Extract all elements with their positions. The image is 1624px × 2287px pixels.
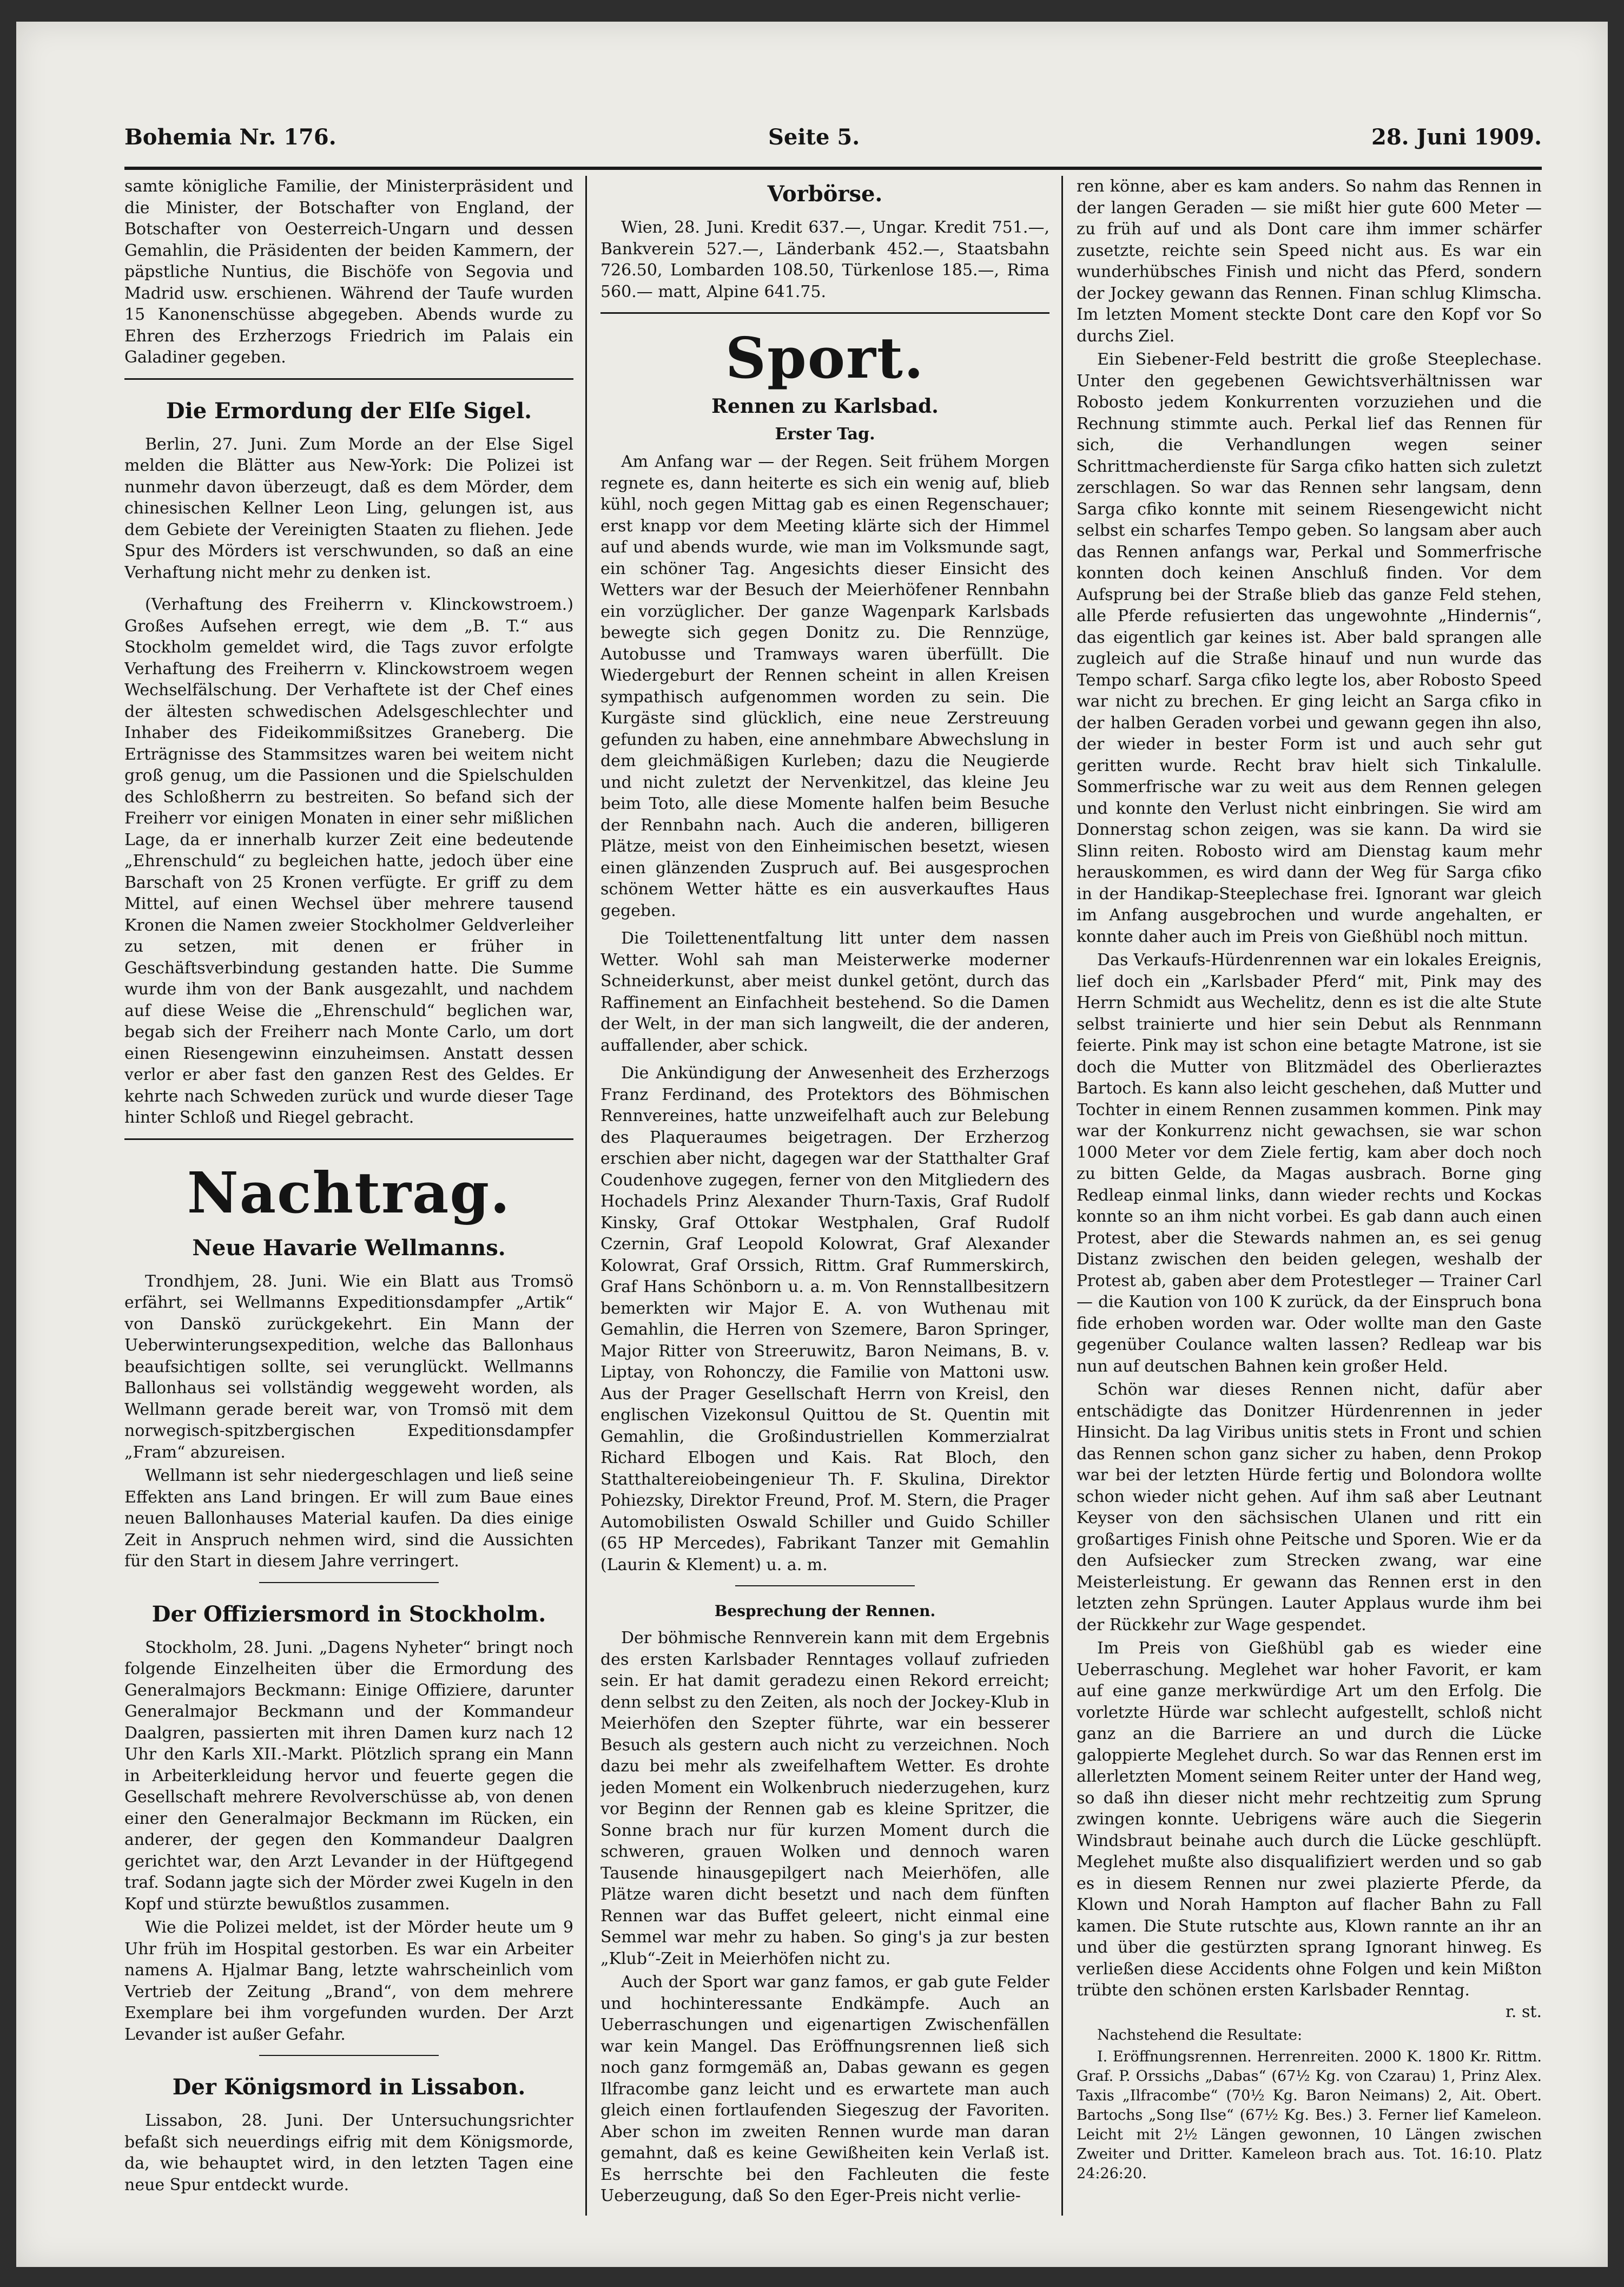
results-paragraph: I. Eröffnungsrennen. Herrenreiten. 2000 K. 1800 Kr. Rittm. Graf. P. Orssichs „Dabas“ (67½ Kg. von Czarau) 1, Prinz Alex. Taxis „Ilfracombe“ (70½ Kg. Baron Neimans) 2, Ait. Obert. Bartochs „Song Ilse“ (67½ Kg. Bes.) 3. Ferner lief Kameleon. Leicht mit 2½ Längen gewonnen, 10 Längen zwischen Zweiter und Dritter. Kameleon brach aus. Tot. 16:10. Platz 24:26:20. bbox=[1077, 2048, 1542, 2182]
header-rule bbox=[124, 167, 1542, 170]
offiziersmord-paragraph-2: Wie die Polizei meldet, ist der Mörder heute um 9 Uhr früh im Hospital gestorben. Es war ein Arbeiter namens A. Hjalmar Bang, letzte wahrscheinlich vom Vertrieb der Zeitung „Brand“, von dem mehrere Exemplare bei ihm vorgefunden wurden. Der Arzt Levander ist außer Gefahr. bbox=[124, 1918, 573, 2044]
vorboerse-paragraph: Wien, 28. Juni. Kredit 637.—, Ungar. Kredit 751.—, Bankverein 527.—, Länderbank 452.—, Staatsbahn 726.50, Lombarden 108.50, Türkenlose 185.—, Rima 560.— matt, Alpine 641.75. bbox=[600, 218, 1049, 301]
besprechung-paragraph-2: Auch der Sport war ganz famos, er gab gute Felder und hochinteressante Endkämpfe. Auch an Ueberraschungen und eigenartigen Zwischenfällen war kein Mangel. Das Eröffnungsrennen ließ sich noch ganz formgemäß an, Dabas gewann es gegen Ilfracombe ganz leicht und es erwartete man auch gleich einen fortlaufenden Siegeszug der Favoriten. Aber schon im zweiten Rennen wurde man daran gemahnt, daß es keine Gewißheiten kein Verlaß ist. Es herrschte bei den Fachleuten die feste Ueberzeugung, daß So den Eger-Preis nicht verlie- bbox=[600, 1973, 1049, 2205]
sport-paragraph-2: Die Toilettenentfaltung litt unter dem nassen Wetter. Wohl sah man Meisterwerke moderner Schneiderkunst, aber meist dunkel getönt, durch das Raffinement an Einfachheit bestehend. So die Damen der Welt, in der man sich langweilt, die der anderen, auffallender, aber schick. bbox=[600, 929, 1049, 1055]
separator bbox=[259, 2055, 439, 2056]
vorboerse-headline: Vorbörse. bbox=[767, 181, 883, 207]
author-signature: r. st. bbox=[1505, 2002, 1542, 2021]
header-issue: Bohemia Nr. 176. bbox=[124, 124, 336, 150]
havarie-paragraph-1: Trondhjem, 28. Juni. Wie ein Blatt aus Tromsö erfährt, sei Wellmanns Expeditionsdampfer „Artik“ von Danskö zurückgekehrt. Ein Mann der Ueberwinterungsexpedition, welche das Ballonhaus beaufsichtigen sollte, sei verunglückt. Wellmanns Ballonhaus sei vollständig weggeweht worden, als Wellmann gerade bereit war, von Tromsö mit dem norwegisch-spitzbergischen Expeditionsdampfer „Fram“ abzureisen. bbox=[124, 1271, 573, 1462]
intro-paragraph: samte königliche Familie, der Ministerpräsident und die Minister, der Botschafter von England, der Botschafter von Oesterreich-Ungarn und dessen Gemahlin, die Präsidenten der beiden Kammern, der päpstliche Nuntius, die Bischöfe von Segovia und Madrid usw. erschienen. Während der Taufe wurden 15 Kanonenschüsse abgegeben. Abends wurde zu Ehren des Erzherzogs Friedrich im Palais ein Galadiner gegeben. bbox=[124, 177, 573, 367]
sport-headline: Sport. bbox=[725, 325, 925, 391]
race-paragraph-2: Ein Siebener-Feld bestritt die große Steeplechase. Unter den gegebenen Gewichtsverhältnissen war Robosto jedem Konkurrenten vorzuziehen und die Rechnung stimmte auch. Perkal lief das Rennen für sich, die Verhandlungen wegen seiner Schrittmacherdienste für Sarga cfiko hatten sich zuletzt zerschlagen. So war das Rennen sehr langsam, denn Sarga cfiko konnte mit seinem Riesengewicht nicht selbst ein scharfes Tempo geben. So langsam aber auch das Rennen anfangs war, Perkal und Sommerfrische konnten doch keinen Anschluß finden. Vor dem Aufsprung bei der Straße blieb das ganze Feld stehen, alle Pferde refusierten das ungewohnte „Hindernis“, das eigentlich gar keines ist. Aber bald sprangen alle zugleich auf die Straße hinauf und nun wurde das Tempo scharf. Sarga cfiko legte los, aber Robosto Speed war nicht zu brechen. Er ging leicht an Sarga cfiko in der halben Geraden vorbei und gewann gegen ihn also, der wieder in bester Form ist und auch sehr gut geritten wurde. Recht brav hielt sich Tinkalulle. Sommerfrische war zu weit aus dem Rennen gelegen und konnte den Verlust nicht einbringen. Sie wird am Donnerstag schon zeigen, was sie kann. Da wird sie Slinn reiten. Robosto wird am Dienstag kaum mehr herauskommen, es wird dann der Weg für Sarga cfiko in der Handikap-Steeplechase frei. Ignorant war gleich im Anfang ausgebrochen und wurde angehalten, er konnte daher auch im Preis von Gießhübl noch mittun. bbox=[1077, 350, 1542, 946]
besprechung-paragraph-1: Der böhmische Rennverein kann mit dem Ergebnis des ersten Karlsbader Renntages vollauf zufrieden sein. Er hat damit geradezu einen Rekord erreicht; denn selbst zu den Zeiten, als noch der Jockey-Klub in Meierhöfen den Szepter führte, war ein besserer Besuch als gestern auch nicht zu verzeichnen. Noch dazu bei mehr als zweifelhaftem Wetter. Es drohte jeden Moment ein Wolkenbruch niederzugehen, kurz vor Beginn der Rennen gab es kleine Spritzer, die Sonne brach nur für kurzen Moment durch die schweren, grauen Wolken und dennoch waren Tausende hinausgepilgert nach Meierhöfen, alle Plätze waren dicht besetzt und nach dem fünften Rennen war das Buffet geleert, nicht einmal eine Semmel war mehr zu haben. So ging's ja zur besten „Klub“-Zeit in Meierhöfen nicht zu. bbox=[600, 1629, 1049, 1968]
column-2 bbox=[600, 176, 1049, 2221]
header-date: 28. Juni 1909. bbox=[1371, 124, 1542, 150]
column-3 bbox=[1077, 176, 1542, 2221]
koenigsmord-paragraph-1: Lissabon, 28. Juni. Der Untersuchungsrichter befaßt sich neuerdings eifrig mit dem Königsmorde, da, wie behauptet wird, in den letzten Tagen eine neue Spur entdeckt wurde. bbox=[124, 2111, 573, 2194]
header-page-number: Seite 5. bbox=[768, 124, 860, 150]
newspaper-page bbox=[16, 22, 1608, 2267]
havarie-headline: Neue Havarie Wellmanns. bbox=[192, 1235, 506, 1261]
sigel-headline: Die Ermordung der Elſe Sigel. bbox=[166, 398, 532, 424]
offiziersmord-paragraph-1: Stockholm, 28. Juni. „Dagens Nyheter“ bringt noch folgende Einzelheiten über die Ermordung des Generalmajors Beckmann: Einige Offiziere, darunter Generalmajor Beckmann und der Kommandeur Daalgren, passierten mit ihren Damen kurz nach 12 Uhr den Karls XII.-Markt. Plötzlich sprang ein Mann in Arbeiterkleidung hervor und feuerte gegen die Gesellschaft mehrere Revolverschüsse ab, von denen einer den Generalmajor Beckmann im Rücken, ein anderer, der gegen den Kommandeur Daalgren gerichtet war, den Arzt Levander in der Hüftgegend traf. Sodann jagte sich der Mörder zwei Kugeln in den Kopf und stürzte bewußtlos zusammen. bbox=[124, 1638, 573, 1914]
separator bbox=[124, 1138, 573, 1140]
separator bbox=[600, 312, 1049, 314]
nachtrag-headline: Nachtrag. bbox=[187, 1159, 511, 1226]
column-rule-2 bbox=[1061, 176, 1063, 2216]
sigel-paragraph-1: Berlin, 27. Juni. Zum Morde an der Else Sigel melden die Blätter aus New-York: Die Polizei ist nunmehr davon überzeugt, daß es dem Mörder, dem chinesischen Kellner Leon Ling, gelungen ist, aus dem Gebiete der Vereinigten Staaten zu fliehen. Jede Spur des Mörders ist verschwunden, so daß an eine Verhaftung nicht mehr zu denken ist. bbox=[124, 434, 573, 582]
separator bbox=[735, 1585, 915, 1586]
separator bbox=[124, 378, 573, 380]
separator bbox=[259, 1582, 439, 1583]
race-paragraph-1: ren könne, aber es kam anders. So nahm das Rennen in der langen Geraden — sie mißt hier gute 600 Meter — zu früh auf und als Dont care ihm immer schärfer zusetzte, reichte sein Speed nicht aus. Es war ein wunderhübsches Finish und nicht das Pferd, sondern der Jockey gewann das Rennen. Finan schlug Klimscha. Im letzten Moment steckte Dont care den Kopf vor So durchs Ziel. bbox=[1077, 177, 1542, 346]
race-paragraph-5: Im Preis von Gießhübl gab es wieder eine Ueberraschung. Meglehet war hoher Favorit, er kam auf eine ganze merkwürdige Art um den Erfolg. Die vorletzte Hürde war schlecht aufgestellt, schloß nicht ganz an die Barriere an und durch die Lücke galoppierte Meglehet durch. So war das Rennen erst im allerletzten Moment seinem Reiter unter der Hand weg, so daß ihn dieser nicht mehr rechtzeitig zum Sprung zwingen konnte. Uebrigens wäre auch die Siegerin Windsbraut beinahe auch durch die Lücke geschlüpft. Meglehet mußte also disqualifiziert werden und so gab es in diesem Rennen nur zwei plazierte Pferde, da Klown und Norah Hampton auf flacher Bahn zu Fall kamen. Die Stute rutschte aus, Klown rannte an ihr an und über die gestürzten sprang Ignorant hinweg. Es verließen diese Accidents ohne Folgen und kein Mißton trübte den schönen ersten Karlsbader Renntag. bbox=[1077, 1639, 1542, 2000]
sigel-paragraph-2: (Verhaftung des Freiherrn v. Klinckowstroem.) Großes Aufsehen erregt, wie dem „B. T.“ aus Stockholm gemeldet wird, die Tags zuvor erfolgte Verhaftung des Freiherrn v. Klinckowstroem wegen Wechselfälschung. Der Verhaftete ist der Chef eines der ältesten schwedischen Adelsgeschlechter und Inhaber des Fideikommißsitzes Graneberg. Die Erträgnisse des Stammsitzes waren bei weitem nicht groß genug, um die Passionen und die Spielschulden des Schloßherrn zu bestreiten. So befand sich der Freiherr vor einigen Monaten in einer sehr mißlichen Lage, da er innerhalb kurzer Zeit eine bedeutende „Ehrenschuld“ zu begleichen hatte, jedoch über eine Barschaft von 25 Kronen verfügte. Er griff zu dem Mittel, auf einen Wechsel über mehrere tausend Kronen die Namen zweier Stockholmer Geldverleiher zu setzen, mit denen er früher in Geschäftsverbindung gestanden hatte. Die Summe wurde ihm von der Bank ausgezahlt, und nachdem auf diese Weise die „Ehrenschuld“ beglichen war, begab sich der Freiherr nach Monte Carlo, um dort einen Riesengewinn einzuheimsen. Anstatt dessen verlor er aber fast den ganzen Rest des Geldes. Er kehrte nach Schweden zurück und wurde dieser Tage hinter Schloß und Riegel gebracht. bbox=[124, 595, 573, 1127]
besprechung-headline: Besprechung der Rennen. bbox=[714, 1602, 936, 1620]
erster-tag-subheadline: Erster Tag. bbox=[775, 425, 875, 444]
rennen-headline: Rennen zu Karlsbad. bbox=[711, 395, 939, 418]
sport-paragraph-3: Die Ankündigung der Anwesenheit des Erzherzogs Franz Ferdinand, des Protektors des Böhmischen Rennvereines, hatte unzweifelhaft auch zur Belebung des Plaqueraumes beigetragen. Der Erzherzog erschien aber nicht, dagegen war der Statthalter Graf Coudenhove zugegen, ferner von den Mitgliedern des Hochadels Prinz Alexander Thurn-Taxis, Graf Rudolf Kinsky, Graf Ottokar Westphalen, Graf Rudolf Czernin, Graf Leopold Kolowrat, Graf Alexander Kolowrat, Graf Orssich, Rittm. Graf Rummerskirch, Graf Hans Schönborn u. a. m. Von Rennstallbesitzern bemerkten wir Major E. A. von Wuthenau mit Gemahlin, die Herren von Szemere, Baron Springer, Major Ritter von Streeruwitz, Baron Neimans, B. v. Liptay, von Rohonczy, die Familie von Mattoni usw. Aus der Prager Gesellschaft Herrn von Kreisl, den englischen Vizekonsul Quittou de St. Quentin mit Gemahlin, die Großindustriellen Kommerzialrat Richard Elbogen und Kais. Rat Bloch, den Statthaltereiobeingenieur Th. F. Skulina, Direktor Pohiezsky, Direktor Freund, Prof. M. Stern, die Prager Automobilisten Oswald Schiller und Guido Schiller (65 HP Mercedes), Fabrikant Tanzer mit Gemahlin (Laurin & Klement) u. a. m. bbox=[600, 1064, 1049, 1574]
column-1 bbox=[124, 176, 573, 2221]
race-paragraph-3: Das Verkaufs-Hürdenrennen war ein lokales Ereignis, lief doch ein „Karlsbader Pferd“ mit, Pink may des Herrn Schmidt aus Wechelitz, denn es ist die alte Stute selbst trainierte und hier sein Debut als Rennmann feierte. Pink may ist schon eine betagte Matrone, ist sie doch die Mutter von Blitzmädel des Oberlieraztes Bartoch. Es kann also leicht geschehen, daß Mutter und Tochter in einem Rennen zusammen kommen. Pink may war der Konkurrenz nicht gewachsen, sie war schon 1000 Meter vor dem Ziele fertig, kam aber doch noch zu bitten Gelde, da Magas ausbrach. Borne ging Redleap einmal links, dann wieder rechts und Kockas konnte so an ihm nicht vorbei. Es gab dann auch einen Protest, aber die Stewards nahmen an, es sei genug Distanz zwischen den beiden gelegen, weshalb der Protest ab, gaben aber dem Protestleger — Trainer Carl — die Kaution von 100 K zurück, da der Einspruch bona fide erhoben worden war. Oder wollte man den Gaste gegenüber Coulance walten lassen? Redleap war bis nun auf deutschen Bahnen kein großer Held. bbox=[1077, 951, 1542, 1376]
race-paragraph-4: Schön war dieses Rennen nicht, dafür aber entschädigte das Donitzer Hürdenrennen in jeder Hinsicht. Da lag Viribus unitis stets in Front und schien das Rennen schon ganz sicher zu haben, denn Prokop war bei der letzten Hürde fertig und Bolondora wollte schon wieder nicht gehen. Auf ihm saß aber Leutnant Keyser von den sächsischen Ulanen und ritt ein großartiges Finish ohne Peitsche und Sporen. Wie er da den Aufsiecker zum Strecken zwang, war eine Meisterleistung. Er gewann das Rennen erst in den letzten zehn Sprüngen. Lauter Applaus wurde ihm bei der Rückkehr zur Wage gespendet. bbox=[1077, 1380, 1542, 1634]
koenigsmord-headline: Der Königsmord in Lissabon. bbox=[172, 2074, 526, 2100]
sport-paragraph-1: Am Anfang war — der Regen. Seit frühem Morgen regnete es, dann heiterte es sich ein wenig auf, blieb kühl, noch gegen Mittag gab es einen Regenschauer; erst knapp vor dem Meeting klärte sich der Himmel auf und abends wurde, wie man im Volksmunde sagt, ein schöner Tag. Angesichts dieser Einsicht des Wetters war der Besuch der Meierhöfener Rennbahn ein vorzüglicher. Der ganze Wagenpark Karlsbads bewegte sich gegen Donitz zu. Die Rennzüge, Autobusse und Tramways waren überfüllt. Die Wiedergeburt der Rennen scheint in allen Kreisen sympathisch aufgenommen worden zu sein. Die Kurgäste sind glücklich, eine neue Zerstreuung gefunden zu haben, eine annehmbare Abwechslung in dem gleichmäßigen Kurleben; dazu die Neugierde und nicht zuletzt der Nervenkitzel, das kleine Jeu beim Toto, alle diese Momente halfen beim Besuche der Rennbahn nach. Auch die anderen, billigeren Plätze, meist von den Einheimischen besetzt, wiesen einen glänzenden Zuspruch auf. Bei ausgesprochen schönem Wetter hätte es ein ausverkauftes Haus gegeben. bbox=[600, 452, 1049, 920]
havarie-paragraph-2: Wellmann ist sehr niedergeschlagen und ließ seine Effekten ans Land bringen. Er will zum Baue eines neuen Ballonhauses Material kaufen. Da dies einige Zeit in Anspruch nehmen wird, sind die Aussichten für den Start in diesem Jahre verringert. bbox=[124, 1466, 573, 1571]
offiziersmord-headline: Der Offiziersmord in Stockholm. bbox=[151, 1601, 546, 1627]
page-header bbox=[124, 114, 1542, 157]
column-rule-1 bbox=[585, 176, 587, 2216]
results-title: Nachstehend die Resultate: bbox=[1097, 2027, 1303, 2044]
